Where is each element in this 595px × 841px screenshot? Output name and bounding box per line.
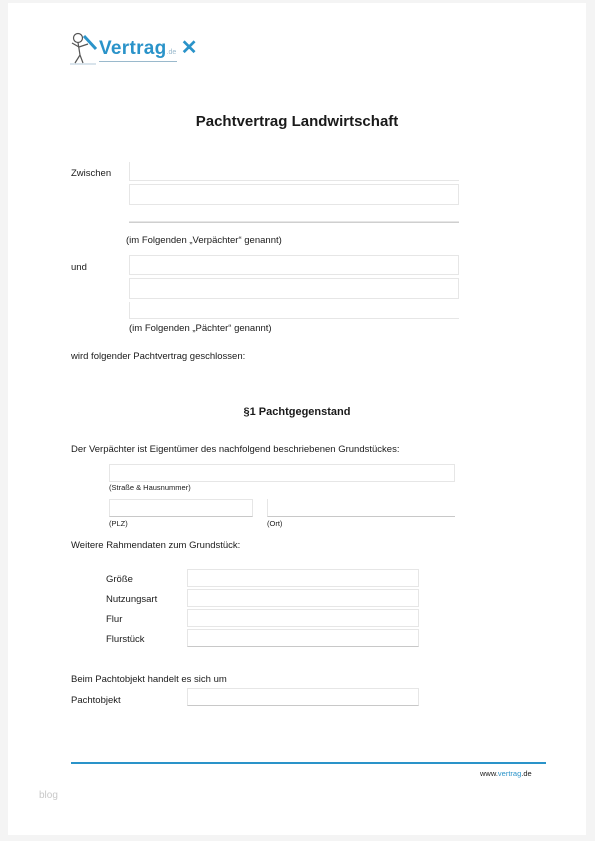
usage-label: Nutzungsart: [106, 594, 158, 605]
lessor-city-underline: [129, 222, 459, 223]
section1-intro: Der Verpächter ist Eigentümer des nachfolgend beschriebenen Grundstückes:: [71, 444, 400, 455]
logo-x-icon: ✕: [180, 37, 198, 59]
lessor-city-field[interactable]: [129, 207, 459, 222]
logo-figure-icon: [68, 31, 98, 65]
zip-label: (PLZ): [109, 519, 128, 528]
city-field[interactable]: [267, 499, 455, 517]
footer-url-suffix: .de: [521, 769, 532, 778]
more-data-label: Weitere Rahmendaten zum Grundstück:: [71, 540, 241, 551]
logo-suffix: .de: [166, 49, 177, 56]
footer-url-accent: vertrag: [497, 769, 522, 778]
object-field[interactable]: [187, 688, 419, 706]
between-label: Zwischen: [71, 168, 112, 179]
section1-heading: §1 Pachtgegenstand: [243, 406, 351, 418]
lessee-name-field[interactable]: [129, 255, 459, 275]
flur-field[interactable]: [187, 609, 419, 627]
object-intro: Beim Pachtobjekt handelt es sich um: [71, 674, 227, 685]
document-page: [8, 3, 586, 835]
zip-field[interactable]: [109, 499, 253, 517]
watermark: blog: [39, 790, 58, 801]
logo: [68, 29, 208, 67]
usage-field[interactable]: [187, 589, 419, 607]
size-label: Größe: [106, 574, 133, 585]
lessee-note: (im Folgenden „Pächter“ genannt): [129, 323, 272, 334]
concluded-text: wird folgender Pachtvertrag geschlossen:: [71, 351, 246, 362]
footer-rule: [71, 762, 546, 764]
and-label: und: [71, 262, 87, 273]
parcel-label: Flurstück: [106, 634, 145, 645]
lessor-street-field[interactable]: [129, 184, 459, 205]
city-label: (Ort): [267, 519, 283, 528]
flur-label: Flur: [106, 614, 123, 625]
logo-underline: [99, 61, 177, 62]
lessee-street-field[interactable]: [129, 278, 459, 299]
lessor-name-field[interactable]: [129, 162, 459, 181]
parcel-field[interactable]: [187, 629, 419, 647]
street-field[interactable]: [109, 464, 455, 482]
lessee-city-field[interactable]: [129, 302, 459, 319]
street-label: (Straße & Hausnummer): [109, 483, 191, 492]
document-title: Pachtvertrag Landwirtschaft: [195, 113, 399, 130]
lessor-note: (im Folgenden „Verpächter“ genannt): [126, 235, 282, 246]
size-field[interactable]: [187, 569, 419, 587]
footer-url: [480, 769, 532, 778]
footer-url-prefix: www.: [480, 769, 498, 778]
object-label: Pachtobjekt: [71, 695, 121, 706]
logo-name: Vertrag: [99, 38, 167, 59]
